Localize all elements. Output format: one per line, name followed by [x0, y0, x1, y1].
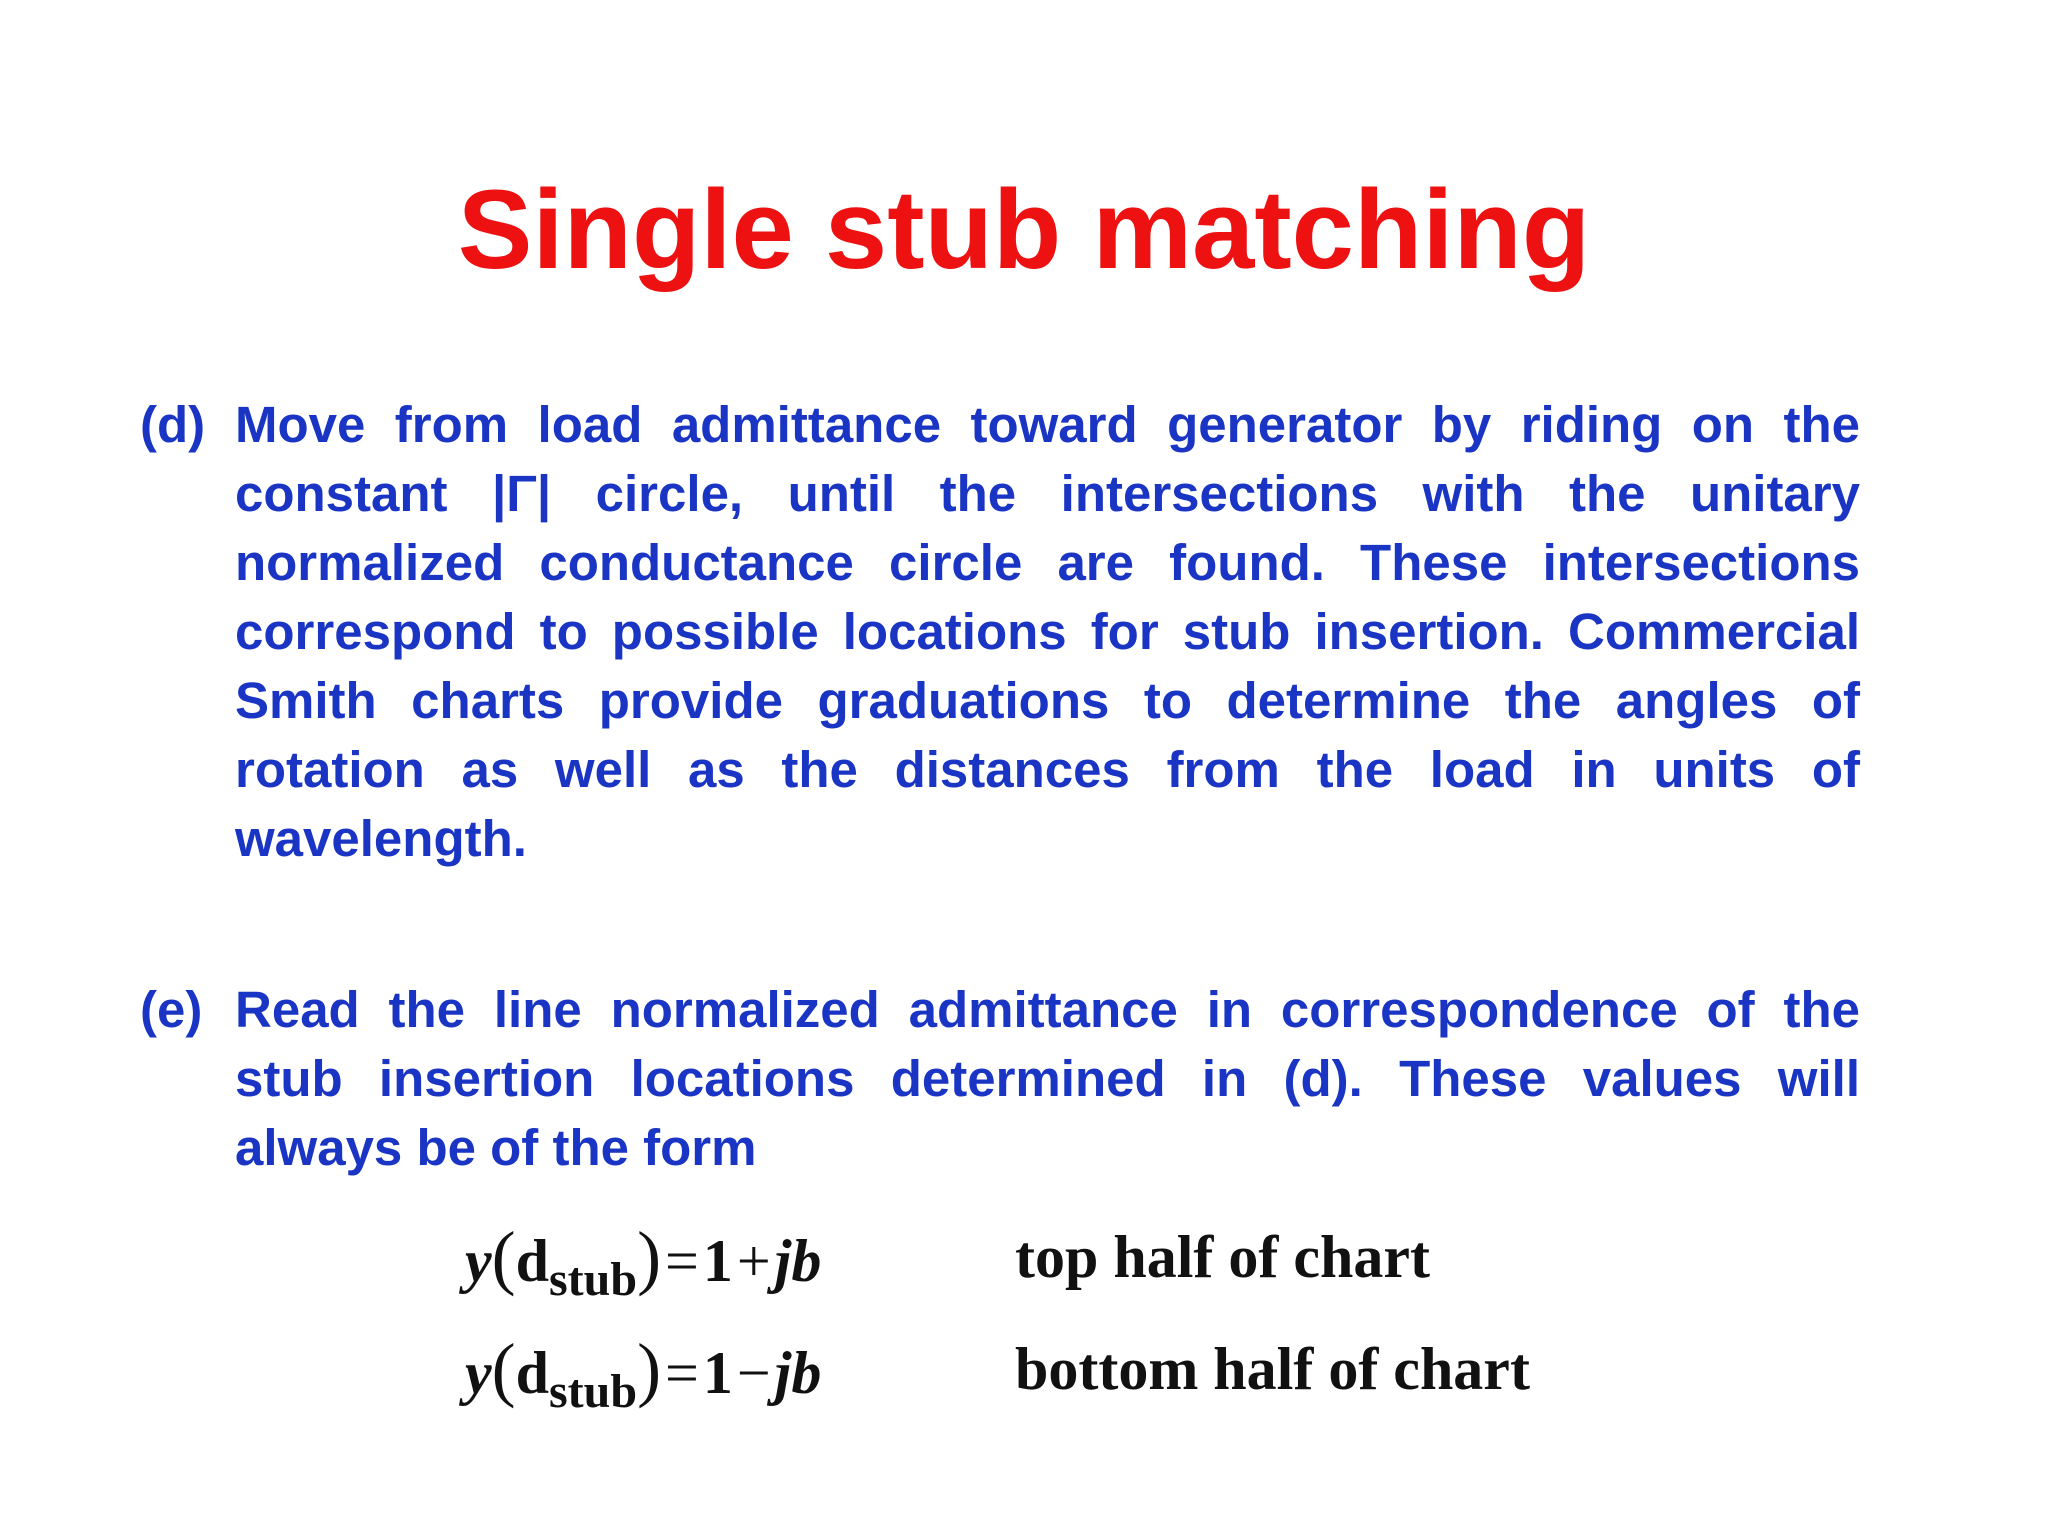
list-item-e	[140, 975, 1865, 1195]
equation-subscript: stub	[549, 1253, 638, 1306]
equation-argument: d	[515, 1228, 549, 1294]
equation-equals: =	[665, 1228, 699, 1294]
equation-function: y	[465, 1340, 492, 1406]
equation-close-paren: )	[637, 1217, 662, 1297]
equation	[465, 1324, 821, 1423]
equation-term: jb	[774, 1340, 822, 1406]
formula-row-bottom	[465, 1324, 1665, 1424]
equation-argument: d	[515, 1340, 549, 1406]
equation-equals: =	[665, 1340, 699, 1406]
item-label: (d)	[140, 396, 206, 453]
equation-close-paren: )	[637, 1329, 662, 1409]
equation-sign: +	[736, 1228, 771, 1294]
list-item-d	[140, 390, 1865, 890]
equation-description: top half of chart	[1015, 1224, 1430, 1290]
equation-open-paren: (	[491, 1329, 516, 1409]
equation	[465, 1212, 821, 1311]
equation-one: 1	[702, 1228, 733, 1294]
item-label: (e)	[140, 981, 203, 1038]
equation-one: 1	[702, 1340, 733, 1406]
equation-description: bottom half of chart	[1015, 1336, 1530, 1402]
equation-term: jb	[774, 1228, 822, 1294]
equation-open-paren: (	[491, 1217, 516, 1297]
formula-block	[465, 1212, 1665, 1442]
item-text: Read the line normalized admittance in correspondence of the stub insertion locations determined in (d). These values will always be of the form	[235, 981, 1860, 1176]
slide-title: Single stub matching	[457, 167, 1591, 292]
formula-row-top	[465, 1212, 1665, 1312]
equation-subscript: stub	[549, 1365, 638, 1418]
item-text: Move from load admittance toward generator by riding on the constant |Γ| circle, until the intersections with the unitary normalized conductance circle are found. These intersections correspond to possible locations for stub insertion. Commercial Smith charts provide graduations to determine the angles of rotation as well as the distances from the load in units of wavelength.	[235, 396, 1860, 867]
equation-sign: −	[736, 1340, 771, 1406]
equation-function: y	[465, 1228, 492, 1294]
